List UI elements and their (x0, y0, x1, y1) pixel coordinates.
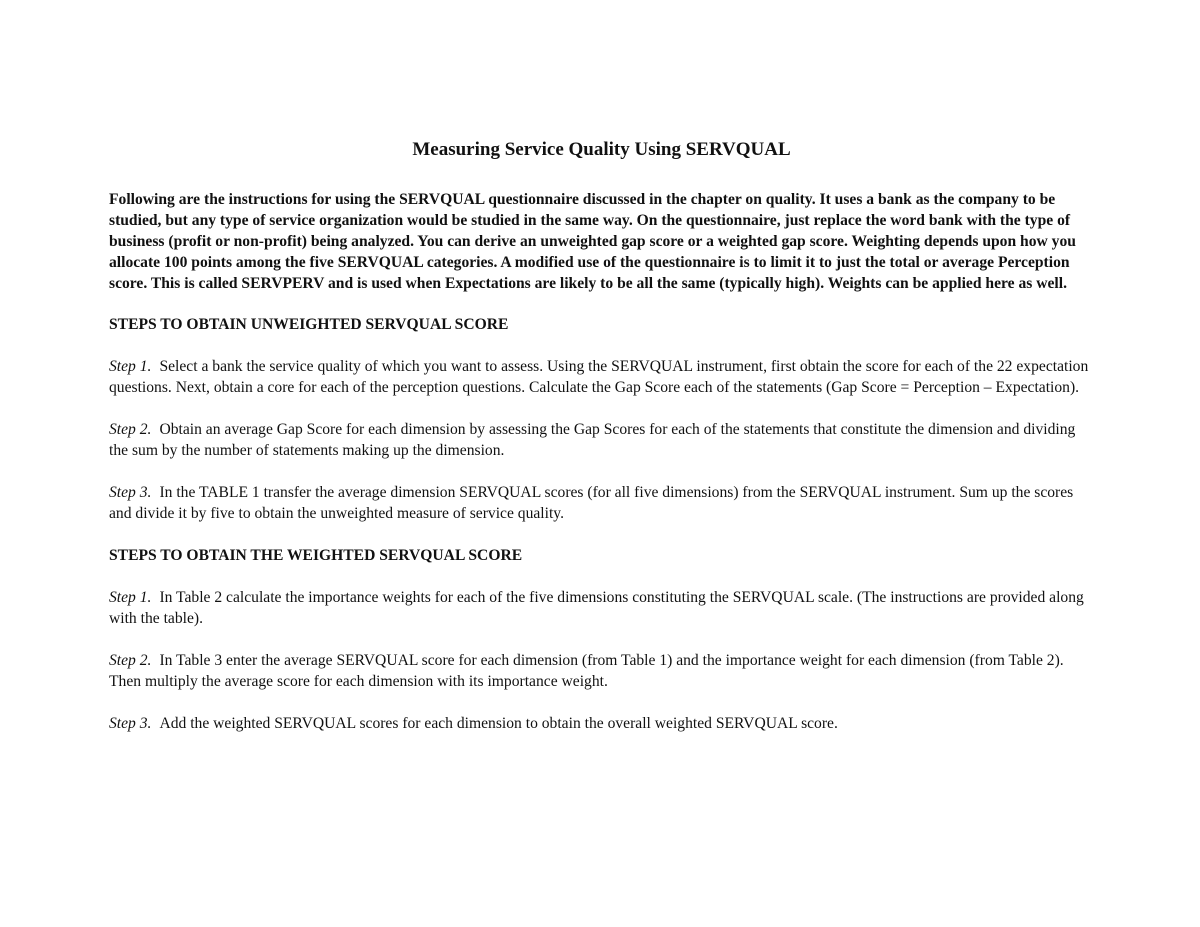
page-title: Measuring Service Quality Using SERVQUAL (412, 139, 791, 160)
step-label: Step 2. (109, 421, 152, 438)
weighted-step-3 (109, 713, 1094, 734)
intro-paragraph: Following are the instructions for using the SERVQUAL questionnaire discussed in the chapter on quality. It uses a bank as the company to be studied, but any type of service organization would be studied in the same way. On the questionnaire, just replace the word bank with the type of business (profit or non-profit) being analyzed. You can derive an unweighted gap score or a weighted gap score. Weighting depends upon how you allocate 100 points among the five SERVQUAL categories. A modified use of the questionnaire is to limit it to just the total or average Perception score. This is called SERVPERV and is used when Expectations are likely to be all the same (typically high). Weights can be applied here as well. (109, 191, 1076, 292)
unweighted-step-1 (109, 356, 1094, 398)
weighted-section (109, 545, 1094, 734)
step-label: Step 1. (109, 589, 152, 606)
step-label: Step 3. (109, 484, 152, 501)
step-text: Obtain an average Gap Score for each dimension by assessing the Gap Scores for each of the statements that constitute the dimension and dividing the sum by the number of statements making up the dimension. (109, 421, 1076, 459)
step-text: Select a bank the service quality of which you want to assess. Using the SERVQUAL instrument, first obtain the score for each of the 22 expectation questions. Next, obtain a core for each of the perception questions. Calculate the Gap Score each of the statements (Gap Score = Perception – Expectation). (109, 358, 1089, 396)
weighted-step-1 (109, 587, 1094, 629)
unweighted-step-2 (109, 419, 1094, 461)
step-text: In Table 3 enter the average SERVQUAL score for each dimension (from Table 1) and the importance weight for each dimension (from Table 2). Then multiply the average score for each dimension with its importance weight. (109, 652, 1064, 690)
step-text: Add the weighted SERVQUAL scores for each dimension to obtain the overall weighted SERVQUAL score. (159, 715, 838, 732)
weighted-step-2 (109, 650, 1094, 692)
step-label: Step 3. (109, 715, 152, 732)
unweighted-section (109, 314, 1094, 524)
step-text: In Table 2 calculate the importance weights for each of the five dimensions constituting the SERVQUAL scale. (The instructions are provided along with the table). (109, 589, 1084, 627)
unweighted-step-3 (109, 482, 1094, 524)
step-label: Step 2. (109, 652, 152, 669)
step-text: In the TABLE 1 transfer the average dimension SERVQUAL scores (for all five dimensions) from the SERVQUAL instrument. Sum up the scores and divide it by five to obtain the unweighted measure of service quality. (109, 484, 1074, 522)
weighted-heading: STEPS TO OBTAIN THE WEIGHTED SERVQUAL SCORE (109, 547, 523, 564)
document-page (109, 138, 1094, 755)
step-label: Step 1. (109, 358, 152, 375)
unweighted-heading: STEPS TO OBTAIN UNWEIGHTED SERVQUAL SCORE (109, 316, 509, 333)
